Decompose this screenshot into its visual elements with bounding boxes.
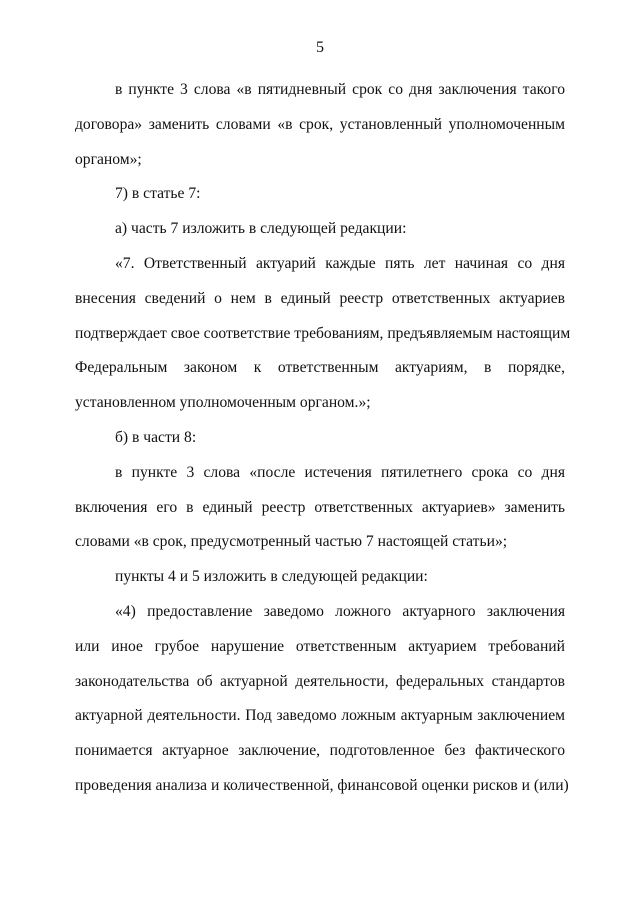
- text-line: Федеральным законом к ответственным актуариям, в порядке,: [75, 359, 565, 377]
- text-line: подтверждает свое соответствие требованиям, предъявляемым настоящим: [75, 324, 571, 342]
- paragraph: [75, 421, 565, 456]
- text-line: органом»;: [75, 150, 142, 168]
- text-line: установленном уполномоченным органом.»;: [75, 394, 371, 412]
- text-line: понимается актуарное заключение, подготовленное без фактического: [75, 742, 565, 760]
- paragraph: [75, 212, 565, 247]
- text-line: словами «в срок, предусмотренный частью 7 настоящей статьи»;: [75, 533, 508, 551]
- paragraph: [75, 73, 565, 177]
- paragraph: [75, 177, 565, 212]
- text-line: б) в части 8:: [115, 428, 197, 446]
- text-line: «7. Ответственный актуарий каждые пять лет начиная со дня: [115, 254, 565, 272]
- paragraph: [75, 247, 571, 421]
- text-line: или иное грубое нарушение ответственным актуарием требований: [75, 637, 565, 655]
- text-line: 7) в статье 7:: [115, 185, 201, 203]
- text-line: «4) предоставление заведомо ложного актуарного заключения: [115, 602, 565, 620]
- paragraph: [75, 560, 565, 595]
- text-line: законодательства об актуарной деятельности, федеральных стандартов: [75, 672, 565, 690]
- text-line: а) часть 7 изложить в следующей редакции:: [115, 220, 407, 238]
- paragraph: [75, 595, 569, 804]
- text-line: пункты 4 и 5 изложить в следующей редакции:: [115, 568, 428, 586]
- page-number: 5: [316, 39, 324, 56]
- text-line: актуарной деятельности. Под заведомо ложным актуарным заключением: [75, 707, 565, 725]
- text-line: включения его в единый реестр ответственных актуариев» заменить: [75, 498, 565, 516]
- paragraph: [75, 456, 565, 560]
- text-line: в пункте 3 слова «после истечения пятилетнего срока со дня: [115, 463, 565, 481]
- text-line: договора» заменить словами «в срок, установленный уполномоченным: [75, 115, 565, 133]
- text-line: внесения сведений о нем в единый реестр ответственных актуариев: [75, 289, 565, 307]
- text-line: в пункте 3 слова «в пятидневный срок со дня заключения такого: [115, 81, 565, 98]
- document-body: [75, 73, 571, 804]
- text-line: проведения анализа и количественной, финансовой оценки рисков и (или): [75, 776, 569, 794]
